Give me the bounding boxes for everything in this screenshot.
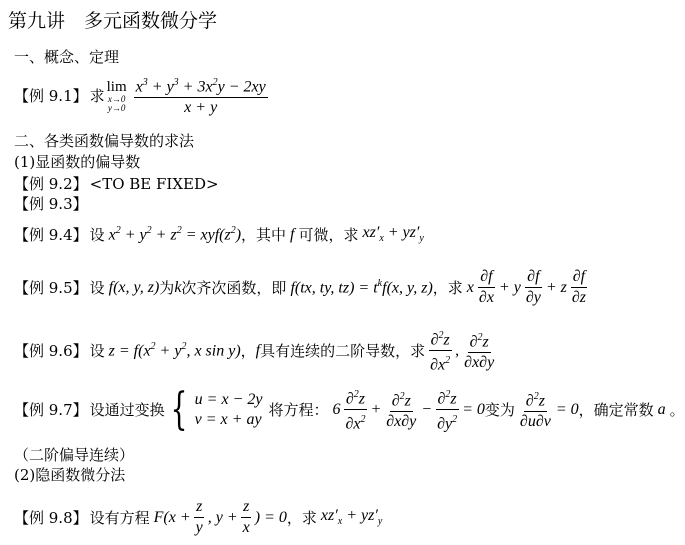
formula: = 0 — [462, 400, 485, 418]
formula: F(x + — [149, 508, 191, 526]
formula: $\frac{\partial^2z}{\partial x\partial y}$ — [462, 329, 496, 372]
example-text: ， — [240, 342, 256, 361]
example-9-7 — [14, 383, 685, 435]
example-text: 设通过变换 — [89, 401, 165, 420]
formula: $\frac{\partial^2z}{\partial x\partial y}$ — [384, 388, 418, 431]
formula: f — [255, 341, 261, 359]
section-heading-concepts: 一、概念、定理 — [14, 48, 120, 66]
formula: u = x − 2y v = x + ay — [194, 390, 263, 428]
example-text: 。 — [669, 401, 685, 420]
example-text: 次齐次函数，即 — [181, 279, 287, 297]
example-text: 为 — [159, 279, 175, 297]
formula: $\frac{\partial f}{\partial z}$ — [571, 268, 587, 306]
example-text: 设 — [89, 226, 105, 244]
example-tag: 【例 9.1】 — [14, 87, 88, 106]
example-tag: 【例 9.5】 — [14, 279, 88, 297]
example-text: ，求 — [432, 279, 463, 297]
example-text: 变为 — [484, 401, 515, 420]
subsection-implicit: (2)隐函数微分法 — [14, 466, 126, 484]
example-text: <TO BE FIXED> — [89, 174, 219, 193]
example-text: 将方程： — [268, 401, 329, 420]
subsection-explicit: (1)显函数的偏导数 — [14, 153, 141, 171]
page-title: 第九讲 多元函数微分学 — [8, 10, 218, 32]
example-tag: 【例 9.6】 — [14, 342, 88, 361]
example-text: ，其中 — [241, 226, 287, 244]
formula: x — [462, 278, 474, 296]
example-9-5 — [14, 268, 591, 307]
formula: ) = 0 — [254, 508, 287, 526]
formula: $xz'_x + yz'_y$ — [358, 224, 424, 245]
example-text: 具有连续的二阶导数，求 — [260, 342, 426, 361]
limit-expression: lim x→0 y→0 — [106, 78, 127, 113]
formula: + y — [498, 278, 521, 296]
note-second-order: （二阶偏导连续） — [14, 446, 135, 464]
formula: $\frac{\partial^2z}{\partial u\partial v}$ — [518, 388, 553, 431]
example-9-1 — [14, 74, 271, 117]
formula: − — [421, 400, 433, 418]
section-heading-methods: 二、各类函数偏导数的求法 — [14, 132, 195, 150]
example-tag: 【例 9.2】 — [14, 175, 88, 193]
formula: k — [174, 278, 182, 296]
formula: $\frac{z}{y}$ — [195, 498, 203, 536]
example-9-6 — [14, 327, 499, 375]
formula: a — [653, 400, 670, 418]
example-text: 设有方程 — [89, 509, 150, 527]
brace: { — [170, 383, 188, 435]
formula: , y + — [207, 508, 238, 526]
formula: $\frac{\partial^2z}{\partial x^2}$ — [343, 386, 367, 434]
formula: $\frac{\partial^2z}{\partial y^2}$ — [435, 386, 459, 434]
example-text: 可微，求 — [298, 226, 359, 244]
formula: + z — [545, 278, 567, 296]
example-text: ，确定常数 — [578, 401, 654, 420]
formula: + — [370, 400, 382, 418]
example-text: 设 — [89, 342, 105, 361]
formula: , — [455, 341, 460, 359]
example-tag: 【例 9.3】 — [14, 195, 88, 213]
formula: $z = f(x^2 + y^2$, x sin y) — [104, 341, 241, 360]
limit-fraction: $\frac{x^3 + y^3 + 3x^2y - 2xy}{x + y}$ — [134, 74, 268, 117]
example-tag: 【例 9.4】 — [14, 226, 88, 244]
example-9-4 — [14, 224, 424, 245]
formula: $xz'_x + yz'_y$ — [316, 507, 383, 528]
formula: $\frac{\partial f}{\partial x}$ — [478, 268, 494, 306]
formula: f(x, y, z) — [104, 278, 160, 296]
example-9-8 — [14, 498, 382, 537]
example-text: 求 — [89, 87, 105, 106]
example-tag: 【例 9.7】 — [14, 401, 88, 420]
example-text: 设 — [89, 279, 105, 297]
formula: $\frac{z}{x}$ — [242, 498, 250, 536]
formula: $\frac{\partial f}{\partial y}$ — [525, 268, 541, 306]
example-9-2 — [14, 173, 219, 194]
formula: $\frac{\partial^2z}{\partial x^2}$ — [428, 327, 452, 375]
example-tag: 【例 9.8】 — [14, 509, 88, 527]
formula: $x^2 + y^2 + z^2 = xyf(z^2)$ — [104, 224, 242, 244]
formula: f — [286, 225, 299, 243]
formula: = 0 — [555, 400, 579, 418]
formula: 6 — [328, 400, 341, 418]
example-9-3 — [14, 193, 90, 214]
formula: f(tx, ty, $tz) = t^kf(x$, y, z) — [286, 277, 433, 297]
example-text: ，求 — [286, 509, 317, 527]
